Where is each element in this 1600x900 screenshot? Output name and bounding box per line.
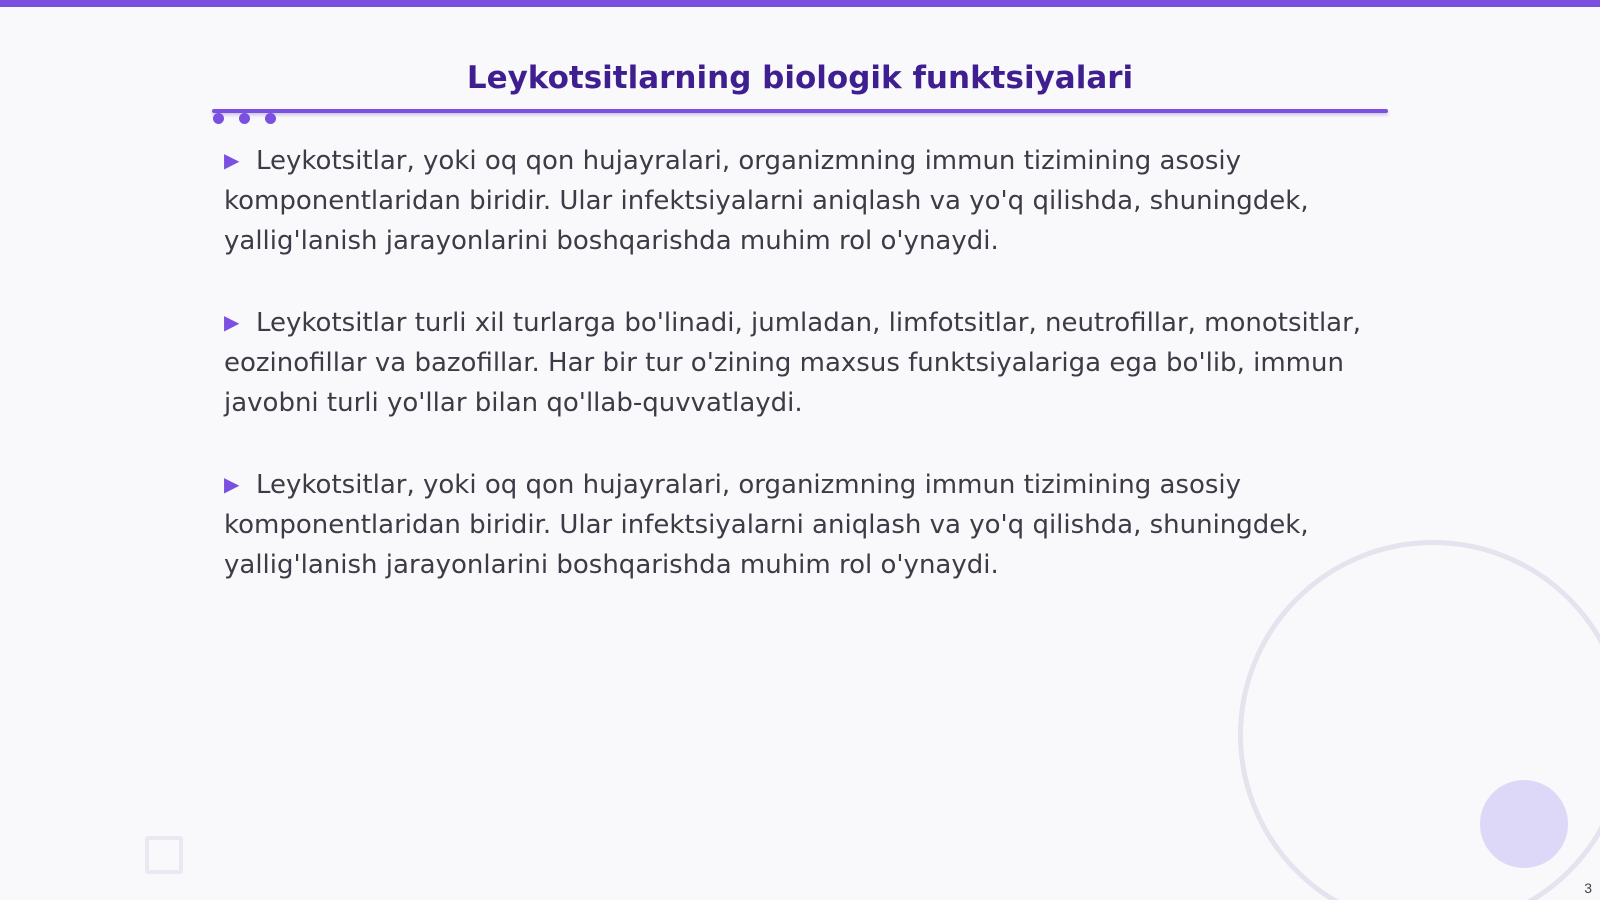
decorative-dot: [265, 113, 276, 124]
bullet-text: Leykotsitlar, yoki oq qon hujayralari, organizmning immun tizimining asosiy komponentlaridan biridir. Ular infektsiyalarni aniqlash va yo'q qilishda, shuningdek, yallig'lanish jarayonlarini boshqarishda muhim rol o'ynaydi.: [224, 470, 1309, 580]
bullet-item: [224, 302, 1384, 423]
bullet-text: Leykotsitlar turli xil turlarga bo'linadi, jumladan, limfotsitlar, neutrofillar, monotsitlar, eozinofillar va bazofillar. Har bir tur o'zining maxsus funktsiyalariga ega bo'lib, immun javobni turli yo'llar bilan qo'llab-quvvatlaydi.: [224, 308, 1362, 418]
decorative-circle-filled: [1480, 780, 1568, 868]
title-underline: [212, 109, 1388, 113]
triangle-right-icon: ▶: [224, 310, 240, 334]
bullet-item: [224, 464, 1384, 585]
bullet-item: [224, 140, 1384, 261]
triangle-right-icon: ▶: [224, 472, 240, 496]
bullet-list: [224, 140, 1384, 626]
bullet-text: Leykotsitlar, yoki oq qon hujayralari, organizmning immun tizimining asosiy komponentlaridan biridir. Ular infektsiyalarni aniqlash va yo'q qilishda, shuningdek, yallig'lanish jarayonlarini boshqarishda muhim rol o'ynaydi.: [224, 146, 1309, 256]
decorative-square: [145, 836, 183, 874]
top-accent-bar: [0, 0, 1600, 7]
decorative-dot: [239, 113, 250, 124]
triangle-right-icon: ▶: [224, 148, 240, 172]
slide-title: Leykotsitlarning biologik funktsiyalari: [466, 60, 1134, 96]
page-number: 3: [1584, 880, 1592, 896]
decorative-dot: [213, 113, 224, 124]
